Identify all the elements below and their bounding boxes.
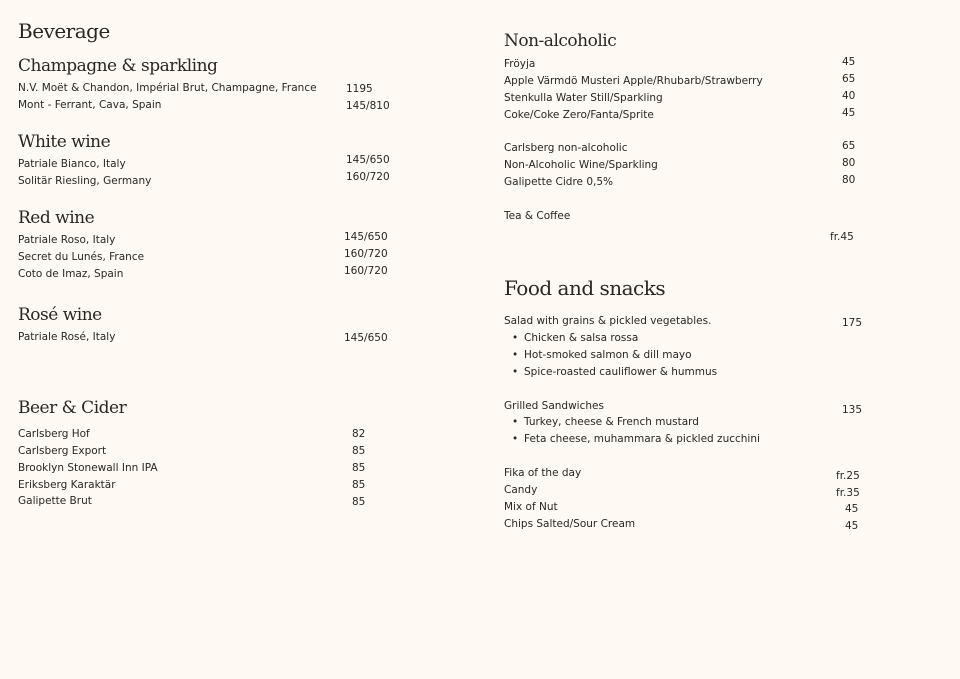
- section-heading-non-alcoholic: Non-alcoholic: [504, 31, 617, 51]
- menu-item-name: Fika of the day: [504, 467, 582, 479]
- menu-option: • Chicken & salsa rossa: [524, 330, 638, 347]
- menu-item-price: 85: [352, 479, 366, 491]
- section-heading-red-wine: Red wine: [18, 208, 95, 228]
- menu-item-name: Grilled Sandwiches: [504, 400, 604, 412]
- menu-item-price: 175: [842, 317, 863, 329]
- page-title: Beverage: [18, 19, 110, 43]
- menu-item-price: 65: [842, 140, 856, 152]
- menu-item-name: Tea & Coffee: [504, 210, 571, 222]
- menu-item-price: 85: [352, 496, 366, 508]
- menu-item-name: Coto de Imaz, Spain: [18, 268, 124, 280]
- menu-item-price: fr.45: [830, 231, 854, 243]
- menu-item-name: Salad with grains & pickled vegetables.: [504, 315, 712, 327]
- menu-item-name: Carlsberg Export: [18, 445, 107, 457]
- menu-item-price: 145/650: [344, 332, 388, 344]
- menu-option: • Feta cheese, muhammara & pickled zucchini: [524, 431, 760, 448]
- menu-item-price: 160/720: [346, 171, 390, 183]
- menu-item-name: Non-Alcoholic Wine/Sparkling: [504, 159, 658, 171]
- menu-item-name: Galipette Cidre 0,5%: [504, 176, 614, 188]
- menu-item-price: 160/720: [344, 248, 388, 260]
- menu-item-name: Candy: [504, 484, 538, 496]
- menu-option: • Spice-roasted cauliflower & hummus: [524, 364, 717, 381]
- menu-item-name: Patriale Roso, Italy: [18, 234, 116, 246]
- menu-item-price: 40: [842, 90, 856, 102]
- menu-item-price: fr.35: [836, 487, 860, 499]
- menu-option: • Turkey, cheese & French mustard: [524, 414, 699, 431]
- menu-item-name: Chips Salted/Sour Cream: [504, 518, 636, 530]
- menu-item-price: 82: [352, 428, 366, 440]
- menu-item-price: 145/650: [346, 154, 390, 166]
- menu-item-price: 160/720: [344, 265, 388, 277]
- menu-item-price: fr.25: [836, 470, 860, 482]
- menu-item-price: 85: [352, 445, 366, 457]
- menu-item-price: 65: [842, 73, 856, 85]
- section-heading-rose-wine: Rosé wine: [18, 305, 102, 325]
- section-heading-beer-cider: Beer & Cider: [18, 398, 127, 418]
- menu-item-name: Solitär Riesling, Germany: [18, 175, 152, 187]
- menu-item-price: 145/650: [344, 231, 388, 243]
- menu-item-name: Brooklyn Stonewall Inn IPA: [18, 462, 158, 474]
- menu-item-name: Patriale Bianco, Italy: [18, 158, 126, 170]
- menu-item-name: Mix of Nut: [504, 501, 558, 513]
- menu-item-name: Stenkulla Water Still/Sparkling: [504, 92, 663, 104]
- menu-item-name: Carlsberg non-alcoholic: [504, 142, 628, 154]
- menu-item-name: Eriksberg Karaktär: [18, 479, 116, 491]
- menu-item-price: 85: [352, 462, 366, 474]
- menu-item-price: 45: [842, 107, 856, 119]
- menu-item-price: 1195: [346, 83, 373, 95]
- menu-item-price: 145/810: [346, 100, 390, 112]
- menu-item-price: 80: [842, 157, 856, 169]
- menu-item-price: 135: [842, 404, 863, 416]
- menu-option: • Hot-smoked salmon & dill mayo: [524, 347, 692, 364]
- section-heading-champagne: Champagne & sparkling: [18, 56, 218, 76]
- menu-item-name: Mont - Ferrant, Cava, Spain: [18, 99, 162, 111]
- menu-item-price: 45: [845, 503, 859, 515]
- menu-item-price: 80: [842, 174, 856, 186]
- menu-item-name: Coke/Coke Zero/Fanta/Sprite: [504, 109, 654, 121]
- menu-item-name: Galipette Brut: [18, 495, 92, 507]
- menu-item-name: Patriale Rosé, Italy: [18, 331, 116, 343]
- menu-item-name: Apple Värmdö Musteri Apple/Rhubarb/Strawberry: [504, 75, 763, 87]
- menu-item-name: N.V. Moët & Chandon, Impérial Brut, Champagne, France: [18, 82, 317, 94]
- menu-item-price: 45: [845, 520, 859, 532]
- menu-item-name: Fröyja: [504, 58, 536, 70]
- menu-item-name: Secret du Lunés, France: [18, 251, 145, 263]
- menu-item-price: 45: [842, 56, 856, 68]
- section-heading-white-wine: White wine: [18, 132, 111, 152]
- menu-item-name: Carlsberg Hof: [18, 428, 90, 440]
- section-heading-food: Food and snacks: [504, 276, 666, 300]
